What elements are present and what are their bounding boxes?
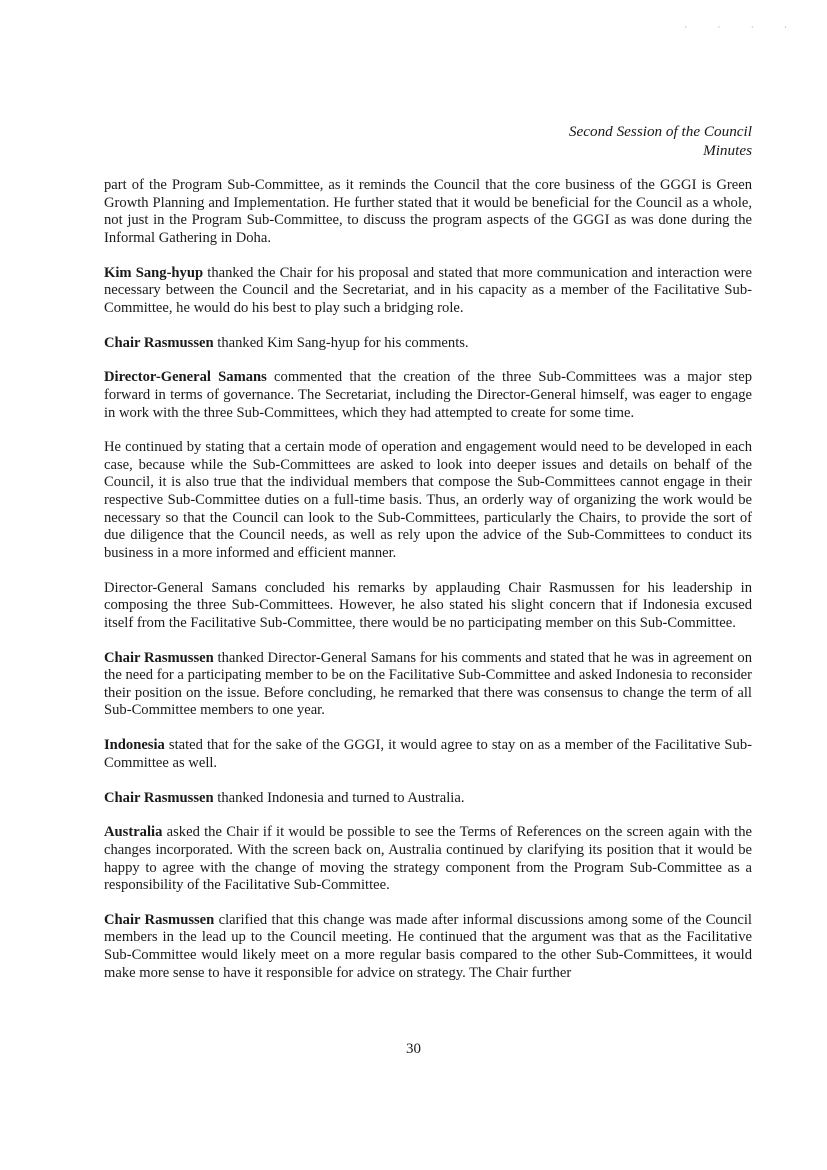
paragraph-text: Director-General Samans concluded his remarks by applauding Chair Rasmussen for his leadership in composing the three Sub-Committees. However, he also stated his slight concern that if Indonesia excused itself from the Facilitative Sub-Committee, there would be no participating member on this Sub-Committee. bbox=[104, 579, 752, 631]
paragraph-text: clarified that this change was made after informal discussions among some of the Council members in the lead up to the Council meeting. He continued that the argument was that as the Facilitative Sub-Committee would likely meet on a more regular basis compared to the other Sub-Committees, it would make more sense to have it responsible for advice on strategy. The Chair further bbox=[104, 911, 752, 981]
page-number: 30 bbox=[406, 1041, 421, 1057]
minutes-body bbox=[104, 177, 752, 999]
paragraph bbox=[104, 912, 752, 982]
paragraph-text: thanked Director-General Samans for his comments and stated that he was in agreement on the need for a participating member to be on the Facilitative Sub-Committee and asked Indonesia to reconsider their position on the issue. Before concluding, he remarked that there was consensus to change the term of all Sub-Committee members to one year. bbox=[104, 649, 752, 719]
speaker-name: Director-General Samans bbox=[104, 369, 267, 386]
speaker-name: Indonesia bbox=[104, 737, 165, 754]
paragraph bbox=[104, 369, 752, 422]
paragraph-text: thanked Kim Sang-hyup for his comments. bbox=[213, 334, 469, 351]
paragraph-text: part of the Program Sub-Committee, as it reminds the Council that the core business of the GGGI is Green Growth Planning and Implementation. He further stated that it would be beneficial for the Council as a whole, not just in the Program Sub-Committee, to discuss the program aspects of the GGGI as was done during the Informal Gathering in Doha. bbox=[104, 177, 752, 246]
speaker-name: Chair Rasmussen bbox=[104, 649, 214, 666]
speaker-name: Chair Rasmussen bbox=[104, 334, 214, 351]
header-session-title: Second Session of the Council bbox=[568, 123, 752, 140]
paragraph bbox=[104, 265, 752, 318]
paragraph bbox=[104, 824, 752, 894]
paragraph bbox=[104, 737, 752, 772]
scan-specks: · · · · bbox=[684, 22, 801, 32]
paragraph-text: asked the Chair if it would be possible to see the Terms of References on the screen again with the changes incorporated. With the screen back on, Australia continued by clarifying its position that it would be happy to agree with the change of moving the strategy component from the Program Sub-Committee as a responsibility of the Facilitative Sub-Committee. bbox=[104, 824, 752, 894]
paragraph bbox=[104, 439, 752, 562]
speaker-name: Chair Rasmussen bbox=[104, 911, 215, 928]
speaker-name: Kim Sang-hyup bbox=[104, 264, 204, 281]
header-document-type: Minutes bbox=[703, 142, 752, 159]
paragraph bbox=[104, 335, 752, 353]
paragraph bbox=[104, 177, 752, 247]
paragraph-text: thanked Indonesia and turned to Australia. bbox=[213, 789, 465, 806]
paragraph-text: stated that for the sake of the GGGI, it would agree to stay on as a member of the Facilitative Sub-Committee as well. bbox=[104, 737, 752, 771]
paragraph bbox=[104, 650, 752, 720]
speaker-name: Chair Rasmussen bbox=[104, 789, 214, 806]
running-header bbox=[569, 122, 752, 160]
paragraph-text: He continued by stating that a certain mode of operation and engagement would need to be developed in each case, because while the Sub-Committees are asked to look into deeper issues and details on behalf of the Council, it is also true that the individual members that compose the Sub-Committees cannot engage in their respective Sub-Committee duties on a full-time basis. Thus, an orderly way of organizing the work would be necessary so that the Council can look to the Sub-Committees, particularly the Chairs, to provide the sort of due diligence that the Council needs, as well as rely upon the advice of the Sub-Committees to conduct its business in a more informed and efficient manner. bbox=[104, 439, 752, 561]
paragraph bbox=[104, 580, 752, 633]
paragraph-text: thanked the Chair for his proposal and stated that more communication and interaction were necessary between the Council and the Secretariat, and in his capacity as a member of the Facilitative Sub-Committee, he would do his best to play such a bridging role. bbox=[104, 264, 752, 316]
paragraph-text: commented that the creation of the three Sub-Committees was a major step forward in terms of governance. The Secretariat, including the Director-General himself, was eager to engage in work with the three Sub-Committees, which they had attempted to create for some time. bbox=[104, 369, 753, 421]
paragraph bbox=[104, 790, 752, 808]
speaker-name: Australia bbox=[104, 824, 163, 841]
